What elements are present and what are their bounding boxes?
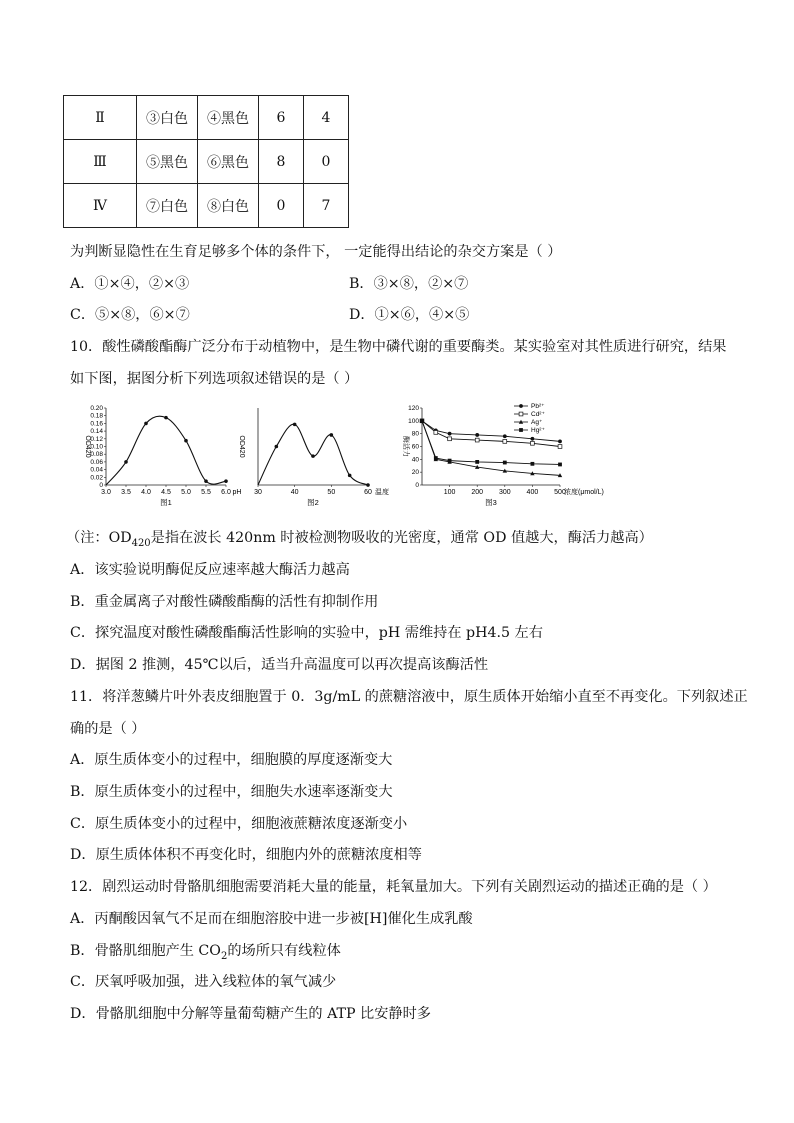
x-tick-label: 4.0: [141, 489, 151, 496]
q10-note-subscript: 420: [131, 537, 151, 549]
q11-option-a: A．原生质体变小的过程中，细胞膜的厚度逐渐变大: [70, 752, 393, 768]
q9-option-c: C．⑤×⑧，⑥×⑦: [70, 307, 190, 323]
y-tick-label: 0.06: [90, 458, 103, 466]
table-cell: ③白色: [137, 96, 198, 140]
x-tick-label: 300: [498, 489, 511, 496]
figure-caption: 图1: [160, 498, 172, 507]
figure-3-svg: [392, 400, 632, 510]
y-tick-label: 60: [411, 443, 419, 451]
q12-option-c: C．厌氧呼吸加强，进入线粒体的氧气减少: [70, 974, 337, 990]
x-tick-label: 5.0: [181, 489, 191, 496]
table-cell: ⑤黑色: [137, 140, 198, 184]
y-tick-label: 0.18: [90, 412, 103, 420]
table-cell: ⑧白色: [198, 184, 259, 228]
x-tick-label: 200: [471, 489, 484, 496]
y-axis-label: 酶活力: [402, 436, 409, 457]
data-point: [434, 430, 438, 434]
data-point: [519, 428, 523, 432]
data-point: [348, 474, 352, 478]
q12-option-b-subscript: 2: [220, 950, 228, 962]
table-cell: 8: [259, 140, 304, 184]
x-tick-label: 400: [526, 489, 539, 496]
figure-caption: 图2: [307, 498, 319, 507]
q11-stem-2: 确的是（ ）: [70, 721, 146, 737]
data-point: [475, 433, 479, 437]
y-tick-label: 100: [408, 417, 419, 425]
table-cell: ⑦白色: [137, 184, 198, 228]
x-tick-label: 3.5: [121, 489, 131, 496]
legend-label: Ag⁺: [531, 419, 543, 426]
y-tick-label: 0.14: [90, 428, 103, 436]
y-tick-label: 0: [415, 482, 419, 489]
data-point: [448, 437, 452, 441]
table-cell: Ⅲ: [64, 140, 137, 184]
q10-note-text: 是指在波长 420nm 时被检测物吸收的光密度，通常 OD 值越大，酶活力越高）: [150, 530, 653, 546]
y-axis-label: OD420: [84, 435, 91, 458]
y-tick-label: 0.12: [90, 435, 103, 443]
data-point: [448, 432, 452, 436]
data-point: [503, 439, 507, 443]
x-axis-label: 温度: [375, 489, 389, 496]
y-tick-label: 0.08: [90, 451, 103, 459]
y-tick-label: 20: [411, 469, 419, 477]
data-point: [164, 416, 168, 420]
data-point: [503, 461, 507, 465]
q12-option-a: A．丙酮酸因氧气不足而在细胞溶胶中进一步被[H]催化生成乳酸: [70, 911, 473, 927]
q10-option-b: B．重金属离子对酸性磷酸酯酶的活性有抑制作用: [70, 594, 379, 610]
x-tick-label: 4.5: [161, 489, 171, 496]
table-cell: 4: [304, 96, 349, 140]
data-point: [330, 433, 334, 437]
x-tick-label: 6.0: [221, 489, 231, 496]
data-point: [531, 462, 535, 466]
table-cell: 7: [304, 184, 349, 228]
table-cell: Ⅳ: [64, 184, 137, 228]
y-tick-label: 0.02: [90, 474, 103, 482]
data-point: [204, 479, 208, 483]
y-tick-label: 0.04: [90, 466, 103, 474]
table-row: [64, 140, 349, 184]
x-tick-label: 60: [364, 489, 372, 496]
data-point: [434, 456, 438, 460]
data-point: [144, 422, 148, 426]
data-point: [366, 483, 370, 487]
table-cell: 0: [259, 184, 304, 228]
q10-note-prefix: （注：OD: [66, 530, 132, 546]
data-point: [420, 419, 424, 423]
legend-label: Cd²⁺: [531, 411, 545, 418]
q9-option-a: A．①×④，②×③: [70, 276, 190, 292]
data-point: [184, 439, 188, 443]
q12-option-b: [70, 940, 341, 962]
figure-1-svg: [78, 400, 248, 510]
x-axis-label: pH: [232, 489, 242, 496]
x-tick-label: 500: [554, 489, 566, 496]
figure-3-chart: [392, 400, 632, 510]
y-tick-label: 0: [99, 482, 103, 489]
q10-option-a: A．该实验说明酶促反应速率越大酶活力越高: [70, 562, 350, 578]
genetics-table: [63, 95, 349, 228]
q11-option-c: C．原生质体变小的过程中，细胞液蔗糖浓度逐渐变小: [70, 816, 408, 832]
x-tick-label: 40: [290, 489, 299, 496]
x-tick-label: 100: [443, 489, 456, 496]
q10-option-c: C．探究温度对酸性磷酸酯酶活性影响的实验中，pH 需维持在 pH4.5 左右: [70, 625, 543, 641]
x-tick-label: 50: [327, 489, 336, 496]
q9-option-b: B．③×⑧，②×⑦: [349, 276, 469, 292]
data-point: [558, 463, 562, 467]
data-point: [124, 460, 128, 464]
q11-stem-1: 11．将洋葱鳞片叶外表皮细胞置于 0．3g/mL 的蔗糖溶液中，原生质体开始缩小直至不再变化。下列叙述正: [70, 689, 748, 705]
q10-option-d: D．据图 2 推测，45℃以后，适当升高温度可以再次提高该酶活性: [70, 657, 489, 673]
y-tick-label: 120: [408, 405, 419, 412]
y-axis-label: OD420: [238, 435, 245, 458]
x-tick-label: 30: [254, 489, 262, 496]
figure-caption: 图3: [485, 498, 497, 507]
table-cell: ④黑色: [198, 96, 259, 140]
data-point: [531, 441, 535, 445]
q12-option-b-text: 的场所只有线粒体: [227, 943, 341, 959]
q12-option-b-prefix: B．骨骼肌细胞产生 CO: [70, 943, 221, 959]
y-tick-label: 40: [411, 456, 419, 464]
series-line: [106, 416, 226, 485]
table-cell: Ⅱ: [64, 96, 137, 140]
figure-1-chart: [78, 400, 248, 510]
x-tick-label: 3.0: [101, 489, 111, 496]
data-point: [558, 445, 562, 449]
table-cell: 0: [304, 140, 349, 184]
data-point: [275, 445, 279, 449]
table-row: [64, 96, 349, 140]
figure-2-chart: [228, 400, 398, 510]
table-row: [64, 184, 349, 228]
table-cell: ⑥黑色: [198, 140, 259, 184]
q12-option-d: D．骨骼肌细胞中分解等量葡萄糖产生的 ATP 比安静时多: [70, 1006, 431, 1022]
q12-stem: 12．剧烈运动时骨骼肌细胞需要消耗大量的能量，耗氧量加大。下列有关剧烈运动的描述正确的是（ ）: [70, 879, 717, 895]
y-tick-label: 0.20: [90, 405, 103, 412]
data-point: [448, 459, 452, 463]
legend-label: Pb²⁺: [531, 403, 545, 410]
q10-note: [66, 527, 653, 549]
y-tick-label: 80: [411, 430, 419, 438]
q9-stem: 为判断显隐性在生育足够多个体的条件下， 一定能得出结论的杂交方案是（ ）: [70, 244, 562, 260]
data-point: [558, 439, 562, 443]
q10-stem-2: 如下图，据图分析下列选项叙述错误的是（ ）: [70, 371, 359, 387]
q11-option-b: B．原生质体变小的过程中，细胞失水速率逐渐变大: [70, 784, 393, 800]
data-point: [475, 438, 479, 442]
data-point: [519, 404, 523, 408]
x-tick-label: 5.5: [201, 489, 211, 496]
x-axis-label: 浓度(μmol/L): [564, 489, 604, 496]
legend-label: Hg²⁺: [531, 427, 545, 434]
data-point: [531, 437, 535, 441]
data-point: [293, 423, 297, 427]
data-point: [311, 454, 315, 458]
y-tick-label: 0.10: [90, 443, 103, 451]
q10-stem-1: 10．酸性磷酸酯酶广泛分布于动植物中，是生物中磷代谢的重要酶类。某实验室对其性质进行研究，结果: [70, 339, 727, 355]
q9-option-d: D．①×⑥，④×⑤: [349, 307, 470, 323]
data-point: [519, 412, 523, 416]
figure-2-svg: [228, 400, 398, 510]
y-tick-label: 0.16: [90, 420, 103, 428]
data-point: [475, 460, 479, 464]
data-point: [503, 434, 507, 438]
table-cell: 6: [259, 96, 304, 140]
q11-option-d: D．原生质体体积不再变化时，细胞内外的蔗糖浓度相等: [70, 847, 422, 863]
